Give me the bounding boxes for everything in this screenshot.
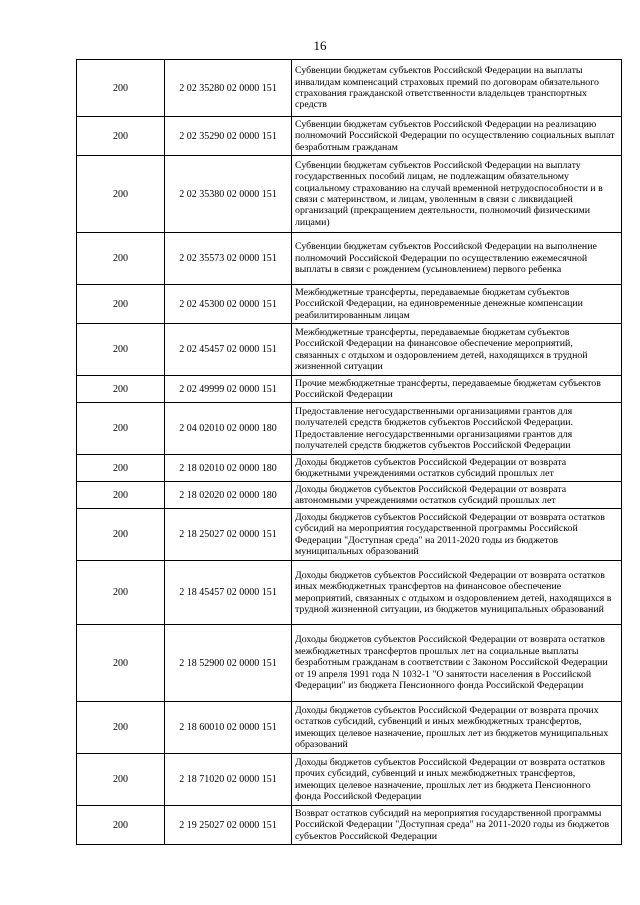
admin-code-cell: 200 [77,482,165,509]
budget-code-cell: 2 18 02020 02 0000 180 [165,482,292,509]
admin-code-cell: 200 [77,509,165,561]
table-row [77,754,622,806]
admin-code-cell: 200 [77,117,165,156]
budget-code-cell: 2 02 35290 02 0000 151 [165,117,292,156]
income-name-cell: Доходы бюджетов субъектов Российской Федерации от возврата остатков иных межбюджетных трансфертов на финансовое обеспечение мероприятий, связанных с отдыхом и оздоровлением детей, находящихся в трудной жизненной ситуации, из бюджетов муниципальных образований [292,561,622,625]
table-row [77,60,622,117]
budget-code-cell: 2 18 52900 02 0000 151 [165,625,292,702]
budget-code-cell: 2 19 25027 02 0000 151 [165,806,292,845]
income-name-cell: Возврат остатков субсидий на мероприятия государственной программы Российской Федерации "Доступная среда" на 2011-2020 годы из бюджетов субъектов Российской Федерации [292,806,622,845]
admin-code-cell: 200 [77,156,165,233]
budget-code-cell: 2 04 02010 02 0000 180 [165,403,292,455]
table-row [77,156,622,233]
admin-code-cell: 200 [77,455,165,482]
table-row [77,455,622,482]
income-name-cell: Доходы бюджетов субъектов Российской Федерации от возврата остатков субсидий на мероприятия государственной программы Российской Федерации "Доступная среда" на 2011-2020 годы из бюджетов муниципальных образований [292,509,622,561]
admin-code-cell: 200 [77,702,165,754]
budget-code-cell: 2 18 45457 02 0000 151 [165,561,292,625]
admin-code-cell: 200 [77,754,165,806]
income-name-cell: Субвенции бюджетам субъектов Российской Федерации на выплаты инвалидам компенсаций страховых премий по договорам обязательного страхования гражданской ответственности владельцев транспортных средств [292,60,622,117]
budget-code-cell: 2 02 35573 02 0000 151 [165,233,292,285]
income-name-cell: Доходы бюджетов субъектов Российской Федерации от возврата бюджетными учреждениями остатков субсидий прошлых лет [292,455,622,482]
admin-code-cell: 200 [77,324,165,376]
budget-code-cell: 2 02 35280 02 0000 151 [165,60,292,117]
budget-code-cell: 2 02 45300 02 0000 151 [165,285,292,324]
admin-code-cell: 200 [77,625,165,702]
table-row [77,806,622,845]
income-codes-table [76,59,622,845]
income-name-cell: Предоставление негосударственными организациями грантов для получателей средств бюджетов субъектов Российской Федерации. Предоставление негосударственными организациями грантов для получателей средств бюджетов субъектов Российской Федерации [292,403,622,455]
income-name-cell: Субвенции бюджетам субъектов Российской Федерации на выплату государственных пособий лицам, не подлежащим обязательному социальному страхованию на случай временной нетрудоспособности и в связи с материнством, и лицам, уволенным в связи с ликвидацией организаций (прекращением деятельности, полномочий физическими лицами) [292,156,622,233]
income-name-cell: Прочие межбюджетные трансферты, передаваемые бюджетам субъектов Российской Федерации [292,376,622,403]
income-name-cell: Субвенции бюджетам субъектов Российской Федерации на выполнение полномочий Российской Федерации по осуществлению ежемесячной выплаты в связи с рождением (усыновлением) первого ребенка [292,233,622,285]
budget-code-cell: 2 02 49999 02 0000 151 [165,376,292,403]
table-row [77,702,622,754]
admin-code-cell: 200 [77,403,165,455]
budget-code-cell: 2 18 60010 02 0000 151 [165,702,292,754]
budget-code-cell: 2 18 25027 02 0000 151 [165,509,292,561]
table-row [77,561,622,625]
income-name-cell: Доходы бюджетов субъектов Российской Федерации от возврата остатков прочих субсидий, субвенций и иных межбюджетных трансфертов, имеющих целевое назначение, прошлых лет из бюджета Пенсионного фонда Российской Федерации [292,754,622,806]
table-row [77,403,622,455]
budget-code-cell: 2 02 35380 02 0000 151 [165,156,292,233]
income-name-cell: Доходы бюджетов субъектов Российской Федерации от возврата остатков межбюджетных трансфертов прошлых лет на социальные выплаты безработным гражданам в соответствии с Законом Российской Федерации от 19 апреля 1991 года N 1032-1 "О занятости населения в Российской Федерации" из бюджета Пенсионного фонда Российской Федерации [292,625,622,702]
page-number: 16 [313,38,327,53]
table-row [77,376,622,403]
admin-code-cell: 200 [77,60,165,117]
income-name-cell: Доходы бюджетов субъектов Российской Федерации от возврата автономными учреждениями остатков субсидий прошлых лет [292,482,622,509]
budget-code-cell: 2 02 45457 02 0000 151 [165,324,292,376]
budget-code-cell: 2 18 02010 02 0000 180 [165,455,292,482]
admin-code-cell: 200 [77,285,165,324]
income-name-cell: Межбюджетные трансферты, передаваемые бюджетам субъектов Российской Федерации, на единовременные денежные компенсации реабилитированным лицам [292,285,622,324]
admin-code-cell: 200 [77,561,165,625]
admin-code-cell: 200 [77,806,165,845]
table-row [77,625,622,702]
table-row [77,117,622,156]
admin-code-cell: 200 [77,233,165,285]
income-name-cell: Субвенции бюджетам субъектов Российской Федерации на реализацию полномочий Российской Федерации по осуществлению социальных выплат безработным гражданам [292,117,622,156]
table-row [77,285,622,324]
income-name-cell: Доходы бюджетов субъектов Российской Федерации от возврата прочих остатков субсидий, субвенций и иных межбюджетных трансфертов, имеющих целевое назначение, прошлых лет из бюджетов муниципальных образований [292,702,622,754]
budget-code-cell: 2 18 71020 02 0000 151 [165,754,292,806]
table-row [77,509,622,561]
table-row [77,482,622,509]
table-row [77,233,622,285]
income-name-cell: Межбюджетные трансферты, передаваемые бюджетам субъектов Российской Федерации на финансовое обеспечение мероприятий, связанных с отдыхом и оздоровлением детей, находящихся в трудной жизненной ситуации [292,324,622,376]
admin-code-cell: 200 [77,376,165,403]
table-row [77,324,622,376]
